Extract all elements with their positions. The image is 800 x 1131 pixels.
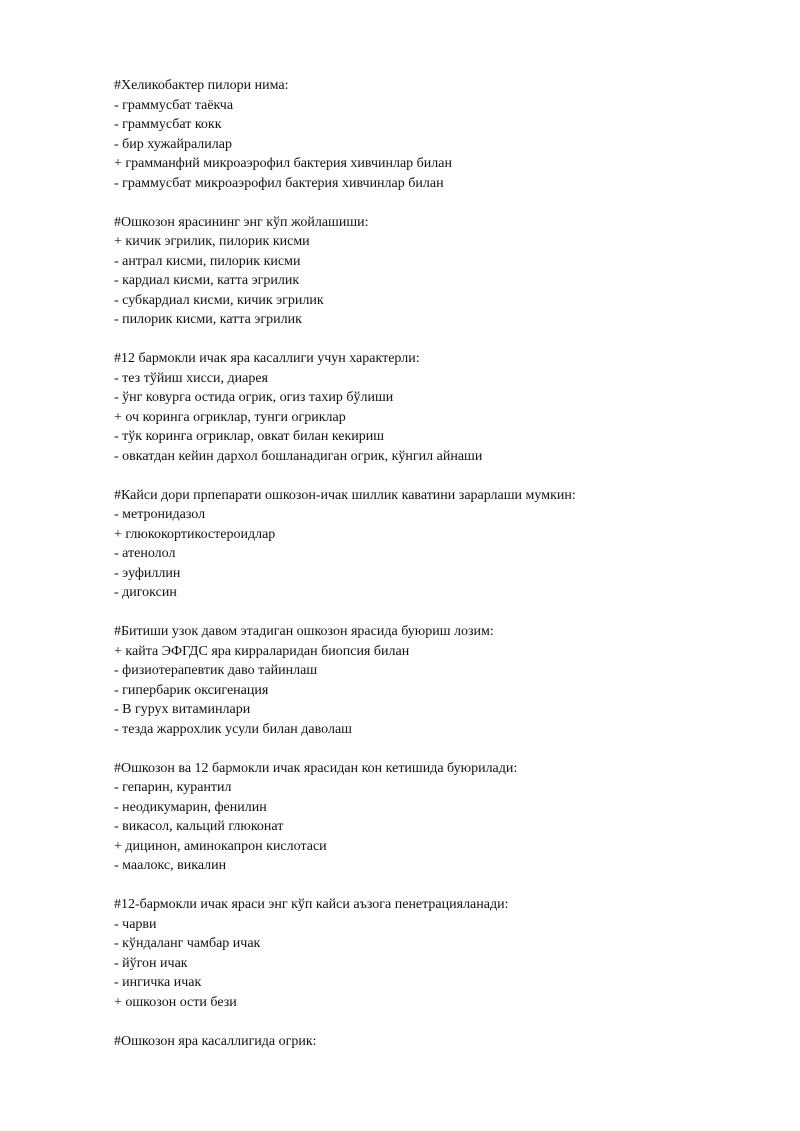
answer-option: - дигоксин [114,585,177,600]
answer-option: - граммусбат кокк [114,117,222,132]
answer-option: + кайта ЭФГДС яра кирраларидан биопсия билан [114,643,410,659]
answer-option: - бир хужайралилар [114,136,232,152]
question-block [114,1032,754,1052]
question-block [114,486,754,603]
question-block [114,213,754,330]
question-text: #Битиши узок давом этадиган ошкозон ярасида буюриш лозим: [114,624,494,639]
answer-option: + ошкозон ости бези [114,994,237,1010]
question-text: #Ошкозон яра касаллигида огрик: [114,1033,317,1049]
answer-option: - чарви [114,916,157,932]
question-block [114,349,754,466]
question-block [114,759,754,876]
answer-option: - тез тўйиш хисси, диарея [114,370,268,386]
answer-option: - метронидазол [114,507,206,522]
answer-option: - субкардиал кисми, кичик эгрилик [114,292,324,308]
answer-option: - гепарин, курантил [114,780,232,795]
answer-option: + глюкокортикостероидлар [114,526,276,542]
answer-option: - атенолол [114,546,176,561]
answer-option: - гипербарик оксигенация [114,682,269,698]
answer-option: - ўнг ковурга остида огрик, огиз тахир бўлиши [114,390,394,405]
answer-option: - граммусбат таёкча [114,97,234,113]
question-block [114,622,754,739]
answer-option: - тезда жаррохлик усули билан даволаш [114,721,352,737]
answer-option: - эуфиллин [114,565,181,581]
answer-option: + грамманфий микроаэрофил бактерия хивчинлар билан [114,156,452,171]
question-text: #12-бармокли ичак яраси энг кўп кайси аъзога пенетрацияланади: [114,897,509,912]
answer-option: - пилорик кисми, катта эгрилик [114,312,302,327]
answer-option: + кичик эгрилик, пилорик кисми [114,234,310,249]
question-block [114,76,754,193]
answer-option: - овкатдан кейин дархол бошланадиган огрик, кўнгил айнаши [114,448,483,464]
answer-option: - викасол, кальций глюконат [114,819,284,834]
question-list [114,76,754,1071]
question-text: #Хеликобактер пилори нима: [114,78,289,93]
answer-option: - маалокс, викалин [114,858,227,873]
answer-option: - йўгон ичак [114,955,188,971]
answer-option: + оч коринга огриклар, тунги огриклар [114,409,346,425]
question-text: #Ошкозон ярасининг энг кўп жойлашиши: [114,214,369,230]
answer-option: - ингичка ичак [114,975,202,990]
answer-option: - антрал кисми, пилорик кисми [114,253,301,269]
answer-option: - кардиал кисми, катта эгрилик [114,273,300,288]
answer-option: - неодикумарин, фенилин [114,799,267,815]
question-text: #12 бармокли ичак яра касаллиги учун характерли: [114,351,420,366]
answer-option: - граммусбат микроаэрофил бактерия хивчинлар билан [114,175,444,191]
answer-option: + дицинон, аминокапрон кислотаси [114,838,327,854]
question-text: #Ошкозон ва 12 бармокли ичак ярасидан кон кетишида буюрилади: [114,760,518,776]
question-block [114,895,754,1012]
question-text: #Кайси дори прпепарати ошкозон-ичак шиллик каватини зарарлаши мумкин: [114,487,576,503]
answer-option: - кўндаланг чамбар ичак [114,936,261,951]
answer-option: - В гурух витаминлари [114,702,251,717]
answer-option: - тўк коринга огриклар, овкат билан кекириш [114,429,385,444]
answer-option: - физиотерапевтик даво тайинлаш [114,663,318,678]
